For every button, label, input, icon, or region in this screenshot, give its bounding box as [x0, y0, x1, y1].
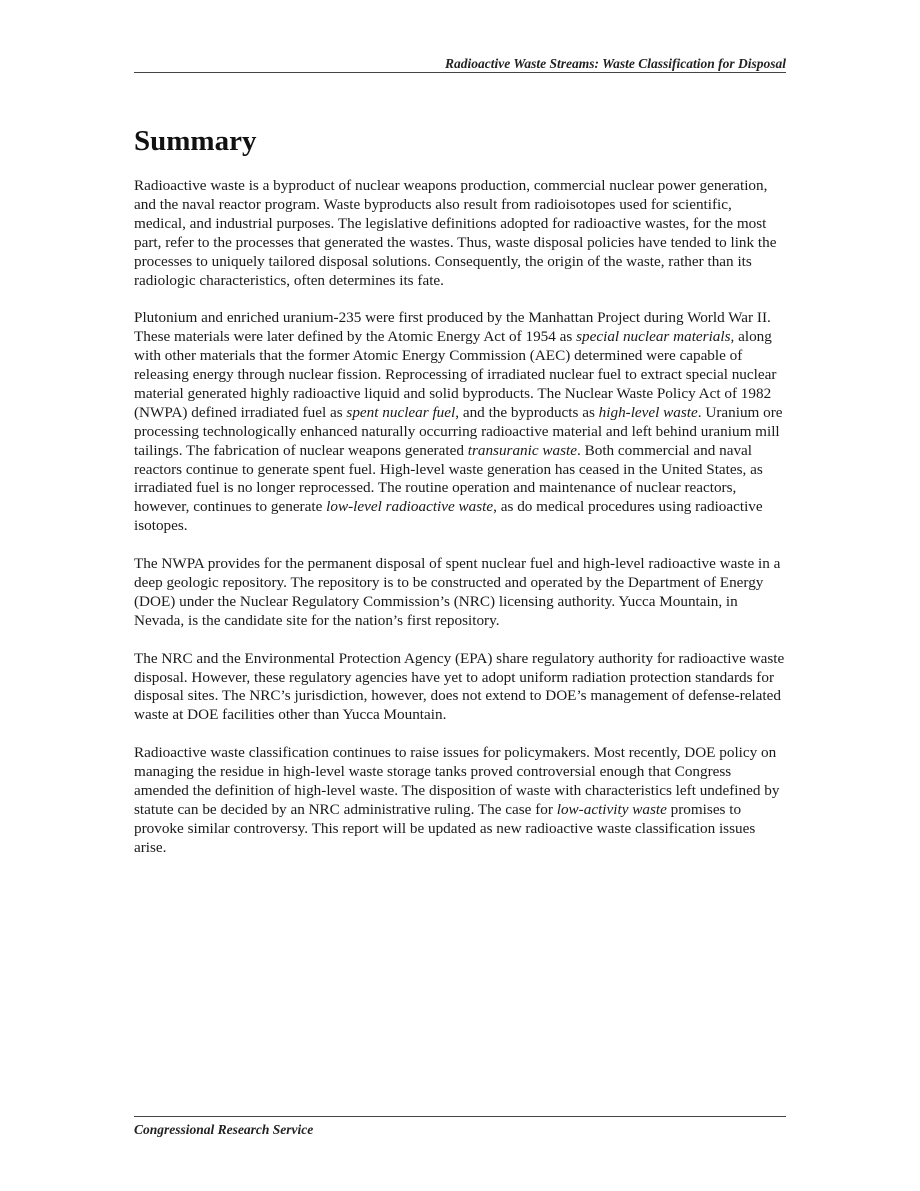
document-body: [134, 177, 786, 876]
text-run: Radioactive waste classification continues to raise issues for policymakers. Most recently, DOE policy on managing the residue in high-level waste storage tanks proved controversial enough that Congress amended the definition of high-level waste. The disposition of waste with characteristics left undefined by statute can be decided by an NRC administrative ruling. The case for: [134, 744, 780, 818]
paragraph: [134, 555, 786, 631]
italic-term: low-level radioactive waste: [326, 498, 494, 516]
text-run: . Uranium ore processing technologically enhanced naturally occurring radioactive material and left behind uranium mill tailings. The fabrication of nuclear weapons generated: [134, 403, 783, 459]
text-run: . Both commercial and naval reactors continue to generate spent fuel. High-level waste generation has ceased in the United States, as irradiated fuel is no longer reprocessed. The routine operation and maintenance of nuclear reactors, however, continues to generate: [134, 441, 763, 516]
running-footer: Congressional Research Service: [134, 1122, 314, 1137]
italic-term: special nuclear materials: [576, 328, 731, 346]
italic-term: transuranic waste: [467, 441, 577, 459]
footer-rule: [134, 1116, 786, 1117]
italic-term: low-activity waste: [556, 800, 667, 818]
text-run: Plutonium and enriched uranium-235 were first produced by the Manhattan Project during World War II. These materials were later defined by the Atomic Energy Act of 1954 as: [134, 309, 771, 346]
text-run: The NWPA provides for the permanent disposal of spent nuclear fuel and high-level radioactive waste in a deep geologic repository. The repository is to be constructed and operated by the Department of Energy (DOE) under the Nuclear Regulatory Commission’s (NRC) licensing authority. Yucca Mountain, in Nevada, is the candidate site for the nation’s first repository.: [134, 555, 781, 629]
header-rule: [134, 72, 786, 73]
text-run: promises to provoke similar controversy. This report will be updated as new radioactive waste classification issues arise.: [134, 800, 756, 856]
text-run: The NRC and the Environmental Protection Agency (EPA) share regulatory authority for radioactive waste disposal. However, these regulatory agencies have yet to adopt uniform radiation protection standards for disposal sites. The NRC’s jurisdiction, however, does not extend to DOE’s management of defense-related waste at DOE facilities other than Yucca Mountain.: [134, 649, 785, 724]
italic-term: spent nuclear fuel: [346, 403, 456, 421]
italic-term: high-level waste: [598, 403, 698, 421]
paragraph: [134, 309, 786, 536]
paragraph: [134, 650, 786, 726]
text-run: Radioactive waste is a byproduct of nuclear weapons production, commercial nuclear power generation, and the naval reactor program. Waste byproducts also result from radioisotopes used for scientific, medical, and industrial purposes. The legislative definitions adopted for radioactive wastes, for the most part, refer to the processes that generated the wastes. Thus, waste disposal policies have tended to link the processes to uniquely tailored disposal solutions. Consequently, the origin of the waste, rather than its radiologic characteristics, often determines its fate.: [134, 177, 777, 289]
page-title: Summary: [134, 125, 257, 157]
paragraph: [134, 744, 786, 857]
paragraph: [134, 177, 786, 290]
text-run: , along with other materials that the former Atomic Energy Commission (AEC) determined were capable of releasing energy through nuclear fission. Reprocessing of irradiated nuclear fuel to extract special nuclear material generated highly radioactive liquid and solid byproducts. The Nuclear Waste Policy Act of 1982 (NWPA) defined irradiated fuel as: [134, 328, 777, 421]
text-run: , and the byproducts as: [455, 403, 599, 421]
running-header: Radioactive Waste Streams: Waste Classification for Disposal: [444, 56, 786, 71]
text-run: , as do medical procedures using radioactive isotopes.: [134, 498, 763, 535]
